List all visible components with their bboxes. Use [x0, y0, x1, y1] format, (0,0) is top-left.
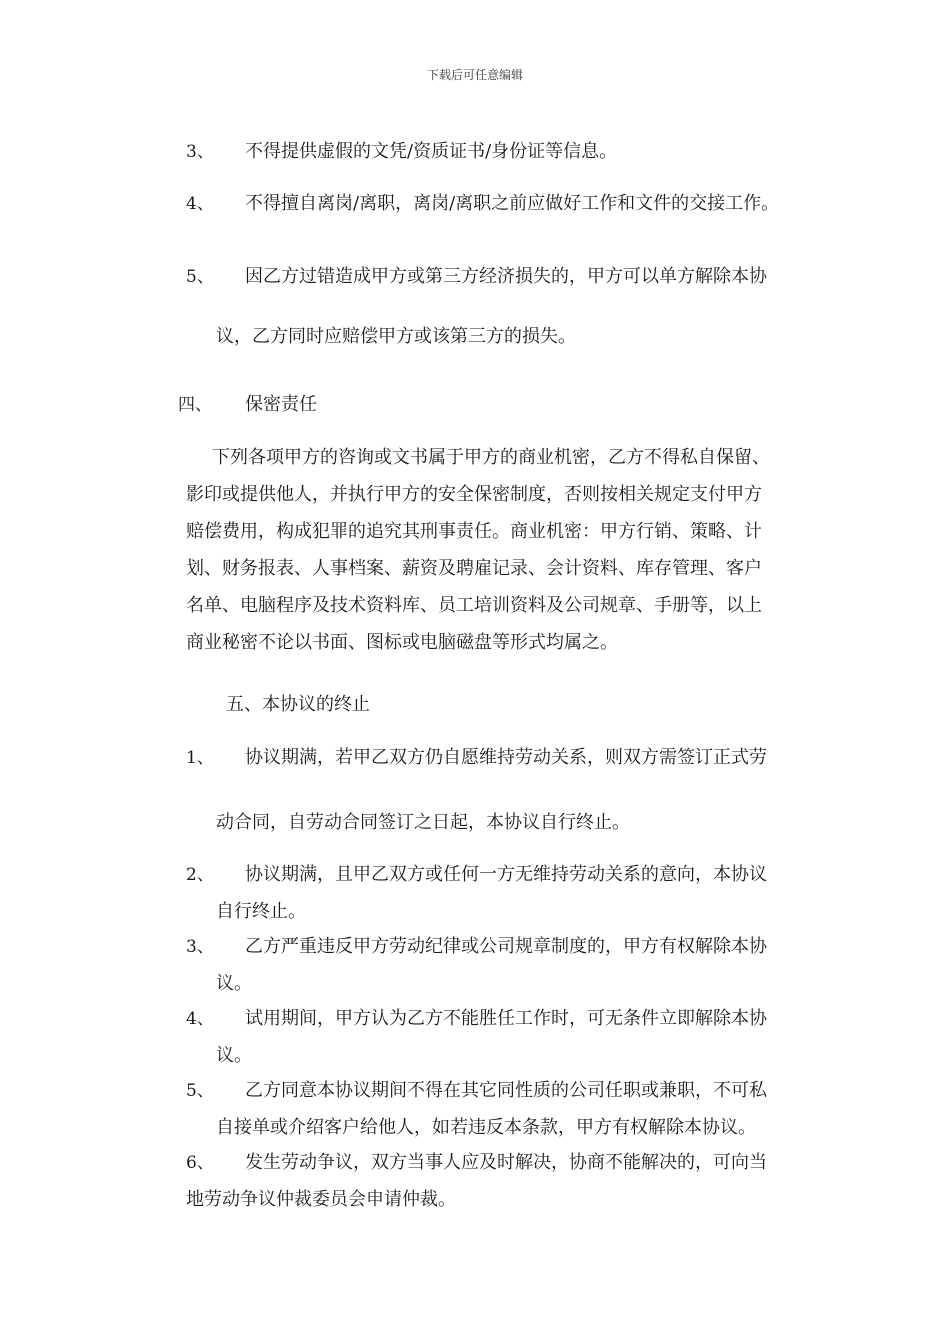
item-number: 1、 — [186, 748, 214, 768]
item-text: 协议期满，且甲乙双方或任何一方无维持劳动关系的意向，本协议 — [245, 864, 767, 885]
paragraph-line: 影印或提供他人，并执行甲方的安全保密制度，否则按相关规定支付甲方 — [186, 484, 762, 505]
header-note: 下载后可任意编辑 — [426, 68, 523, 82]
item-number: 5、 — [186, 1081, 214, 1101]
item-number: 2、 — [186, 865, 214, 885]
section-title: 五、本协议的终止 — [226, 694, 370, 715]
item-number: 5、 — [186, 267, 214, 287]
item-text: 乙方同意本协议期间不得在其它同性质的公司任职或兼职，不可私 — [245, 1080, 767, 1101]
item-number: 6、 — [186, 1153, 214, 1173]
section-title: 保密责任 — [245, 394, 317, 415]
item-number: 4、 — [186, 194, 214, 214]
item-text: 协议期满，若甲乙双方仍自愿维持劳动关系，则双方需签订正式劳 — [245, 747, 767, 768]
item-text: 因乙方过错造成甲方或第三方经济损失的，甲方可以单方解除本协 — [245, 266, 767, 287]
item-text-continued: 自接单或介绍客户给他人，如若违反本条款，甲方有权解除本协议。 — [216, 1117, 756, 1138]
paragraph-line: 下列各项甲方的咨询或文书属于甲方的商业机密，乙方不得私自保留、 — [212, 447, 770, 468]
item-number: 3、 — [186, 937, 214, 957]
paragraph-line: 赔偿费用，构成犯罪的追究其刑事责任。商业机密：甲方行销、策略、计 — [186, 521, 762, 542]
item-text-continued: 议。 — [216, 1045, 252, 1066]
paragraph-line: 划、财务报表、人事档案、薪资及聘雇记录、会计资料、库存管理、客户 — [186, 558, 762, 579]
section-number: 四、 — [178, 395, 212, 415]
item-number: 3、 — [186, 142, 214, 162]
item-text: 发生劳动争议，双方当事人应及时解决，协商不能解决的，可向当 — [245, 1152, 767, 1173]
item-text-continued: 地劳动争议仲裁委员会申请仲裁。 — [186, 1189, 456, 1210]
item-text: 乙方严重违反甲方劳动纪律或公司规章制度的，甲方有权解除本协 — [245, 936, 767, 957]
item-text: 不得提供虚假的文凭/资质证书/身份证等信息。 — [245, 141, 618, 162]
item-text: 不得擅自离岗/离职，离岗/离职之前应做好工作和文件的交接工作。 — [245, 193, 780, 214]
item-number: 4、 — [186, 1009, 214, 1029]
paragraph-line: 商业秘密不论以书面、图标或电脑磁盘等形式均属之。 — [186, 632, 618, 653]
item-text-continued: 议，乙方同时应赔偿甲方或该第三方的损失。 — [216, 326, 576, 347]
item-text-continued: 议。 — [216, 973, 252, 994]
paragraph-line: 名单、电脑程序及技术资料库、员工培训资料及公司规章、手册等，以上 — [186, 595, 762, 616]
item-text-continued: 动合同，自劳动合同签订之日起，本协议自行终止。 — [216, 812, 630, 833]
item-text: 试用期间，甲方认为乙方不能胜任工作时，可无条件立即解除本协 — [245, 1008, 767, 1029]
item-text-continued: 自行终止。 — [216, 901, 306, 922]
